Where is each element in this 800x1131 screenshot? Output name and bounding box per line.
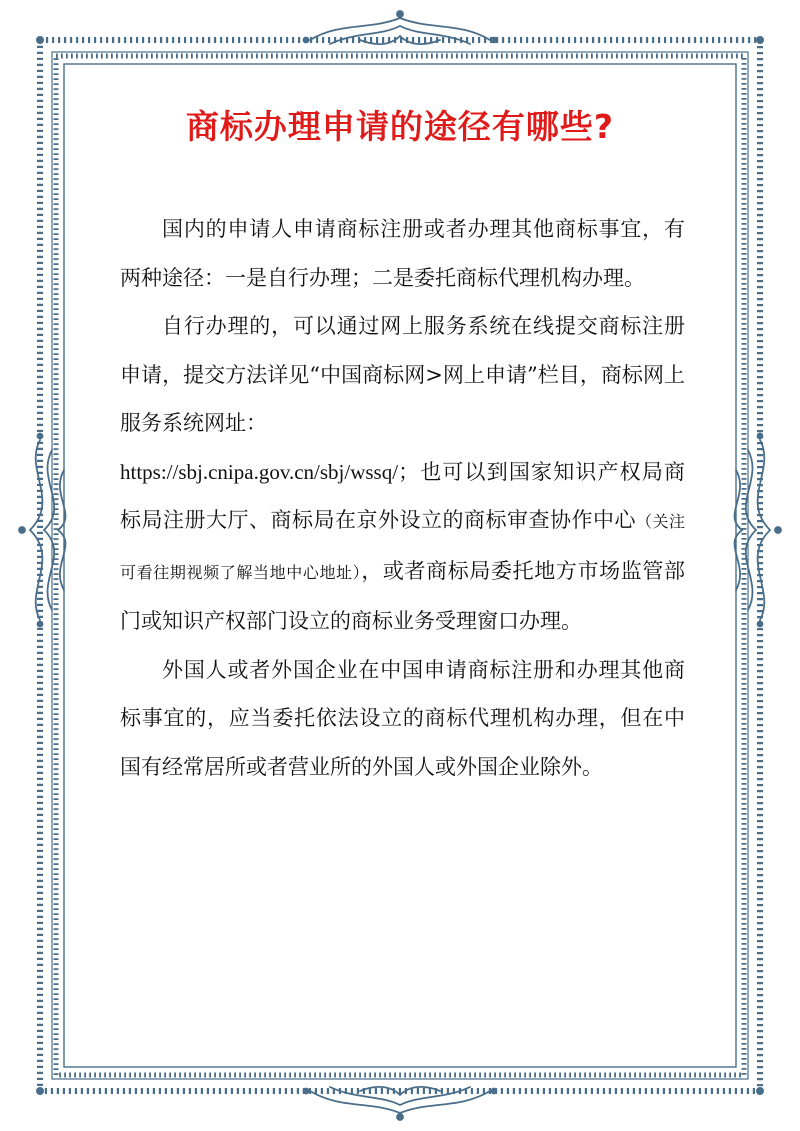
- paragraph-1: 国内的申请人申请商标注册或者办理其他商标事宜，有两种途径：一是自行办理；二是委托商标代理机构办理。: [120, 217, 685, 290]
- paragraph-2-end: ，或者商标局委托地方市场监管部门或知识产权部门设立的商标业务受理窗口办理。: [120, 558, 685, 633]
- page-title: 商标办理申请的途径有哪些?: [185, 107, 615, 146]
- service-url-link[interactable]: https://sbj.cnipa.gov.cn/sbj/wssq/: [120, 459, 399, 484]
- paragraph-2: [120, 302, 685, 448]
- document-body: [120, 205, 685, 791]
- paragraph-3: 外国人或者外国企业在中国申请商标注册和办理其他商标事宜的，应当委托依法设立的商标代理机构办理，但在中国有经常居所或者营业所的外国人或外国企业除外。: [120, 657, 685, 779]
- paragraph-2-middle: ；也可以到国家知识产权局商标局注册大厅、商标局在京外设立的商标审查协作中心: [120, 459, 685, 532]
- right-swirl-icon: [735, 434, 781, 627]
- left-swirl-icon: [19, 434, 65, 627]
- paragraph-2-cont: [120, 448, 685, 646]
- paragraph-2-note: （关注可看往期视频了解当地中心地址）: [120, 512, 685, 582]
- paragraph-2-intro: 自行办理的，可以通过网上服务系统在线提交商标注册申请，提交方法详见“中国商标网>网上申请”栏目，商标网上服务系统网址：: [120, 314, 685, 435]
